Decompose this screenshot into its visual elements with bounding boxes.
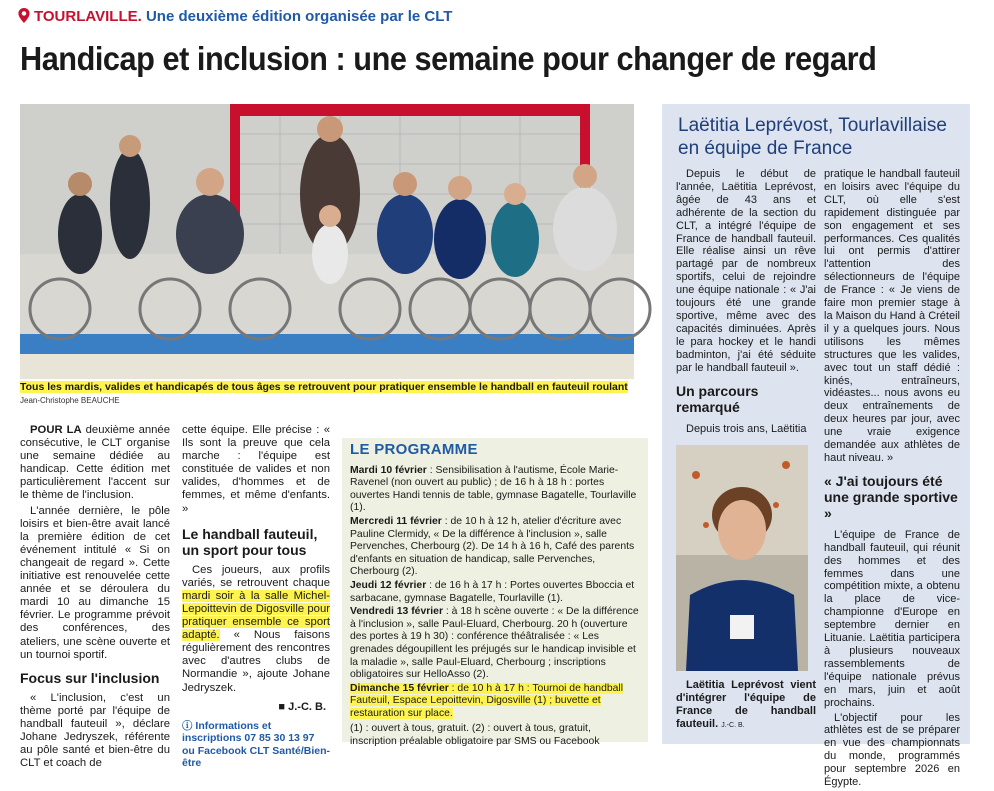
portrait-credit: J.-C. B. — [721, 722, 745, 730]
article-paragraph — [182, 564, 330, 695]
article-lead: POUR LA — [30, 424, 82, 436]
sidebar-subhead: « J'ai toujours été une grande sportive » — [824, 472, 958, 521]
article-subhead: Le handball fauteuil, un sport pour tous — [182, 525, 318, 558]
article-paragraph: « L'inclusion, c'est un thème porté par l'équipe de handball fauteuil », déclare Johane Jedryszek, référente au pôle santé et bien-être du CLT et coach de — [20, 691, 170, 770]
kicker — [18, 8, 452, 25]
photo-caption — [20, 381, 634, 407]
article-paragraph — [20, 424, 170, 503]
programme-text: : de 10 h à 17 h : Tournoi de handball Fauteuil, Espace Lepoittevin, Digosville (1) ; buvette et restauration sur place. — [350, 682, 624, 719]
article-paragraph: L'année dernière, le pôle loisirs et bien-être avait lancé la première édition de cet événement intitulé « Si on changeait de regard ». Cette initiative est renouvelée cette année et se déroulera du mardi 10 au dimanche 15 février. Le programme prévoit des conférences, des ateliers, une scène ouverte et un tournoi sportif. — [20, 504, 170, 661]
article-column-2 — [182, 424, 330, 770]
sidebar-title: Laëtitia Leprévost, Tourlavillaise en équipe de France — [678, 115, 947, 159]
programme-text: : Sensibilisation à l'autisme, École Marie-Ravenel (non ouvert au public) ; de 16 h à 18 h : portes ouvertes Handi tennis de table, gymnase Bagatelle, Tourlaville (1). — [350, 464, 637, 514]
kicker-subtitle: Une deuxième édition organisée par le CLT — [145, 8, 453, 25]
sidebar-box — [662, 104, 970, 789]
programme-item — [350, 465, 640, 515]
sidebar-column-1 — [676, 168, 816, 735]
sidebar-paragraph: L'équipe de France de handball fauteuil, qui réunit des hommes et des femmes dans une compétition mixte, a obtenu la place de vice-championne d'Europe en septembre dernier en Lituanie. Laëtitia participera à plusieurs nouveaux rassemblements de l'équipe nationale prévus en mars, juin et août prochains. — [824, 528, 960, 709]
article-paragraph: cette équipe. Elle précise : « Ils sont la preuve que cela marche : l'équipe est constituée de valides et non valides, d'hommes et de femmes, et même d'enfants. » — [182, 424, 330, 515]
programme-text: : de 10 h à 12 h, atelier d'écriture avec Pauline Clermidy, « De la différence à l'inclusion », salle Pervenches, Cherbourg (2). De 14 h à 16 h, Café des parents d'enfants en situation de handicap, salle Pervenches, Cherbourg (2). — [350, 515, 635, 578]
programme-item — [350, 580, 640, 605]
programme-day: Vendredi 13 février — [350, 606, 443, 618]
sidebar-column-2 — [824, 168, 960, 791]
programme-item — [350, 606, 640, 682]
programme-text: : de 16 h à 17 h : Portes ouvertes Bboccia et sarbacane, gymnase Bagatelle, Tourlaville (1). — [350, 579, 635, 604]
team-photo — [20, 104, 634, 379]
athlete-portrait — [676, 445, 808, 671]
programme-day: Jeudi 12 février — [350, 579, 427, 591]
photo-credit: Jean-Christophe BEAUCHE — [20, 396, 120, 405]
programme-note: (1) : ouvert à tous, gratuit. (2) : ouvert à tous, gratuit, inscription préalable obligatoire par SMS ou Facebook — [350, 723, 600, 748]
location-pin-icon — [18, 8, 30, 23]
programme-text: : à 18 h scène ouverte : « De la différence à l'inclusion », salle Paul-Eluard, Cherbourg. 20 h (ouverture des portes à 19 h 30) : conférence théâtralisée : « Les grenades dégoupillent les préjugés sur le handicap invisible et la maladie », salle Paul-Eluard, Cherbourg ; inscriptions obligatoires sur HelloAsso (2). — [350, 606, 639, 681]
programme-title: LE PROGRAMME — [350, 441, 478, 458]
programme-item — [350, 516, 640, 579]
programme-item-highlighted — [350, 683, 640, 721]
programme-day: Dimanche 15 février — [350, 682, 449, 694]
kicker-city: TOURLAVILLE. — [34, 8, 142, 25]
sidebar-paragraph: Depuis trois ans, Laëtitia — [686, 422, 807, 435]
programme-day: Mardi 10 février — [350, 464, 427, 476]
programme-day: Mercredi 11 février — [350, 515, 442, 527]
article-text: « Nous faisons régulièrement des rencontres avec d'autres clubs de Normandie », ajoute Johane Jedryszek. — [182, 629, 330, 694]
article-highlight: mardi soir à la salle Michel-Lepoittevin de Digosville pour pratiquer ensemble ce sport adapté. — [182, 589, 330, 642]
sidebar-paragraph: Depuis le début de l'année, Laëtitia Leprévost, âgée de 43 ans et adhérente de la section du CLT, a intégré l'équipe de France de handball fauteuil. Elle réalise ainsi un rêve partagé par de nombreux sportifs, celui de rejoindre une équipe nationale : « J'ai toujours été une grande sportive, même avec des capacités diminuées. Après le para hockey et le handi badminton, j'ai été séduite par le handball fauteuil ». — [676, 168, 816, 374]
article-intro: deuxième année consécutive, le CLT organise une semaine dédiée au handicap. Cette édition met particulièrement l'accent sur le thème de l'inclusion. — [20, 424, 170, 502]
sidebar-paragraph: pratique le handball fauteuil en loisirs avec l'équipe du CLT, où elle s'est rapidement distinguée par son engagement et ses performances. Ces qualités lui ont permis d'attirer l'attention des sélectionneurs de l'équipe de France : « Je viens de faire mon premier stage à la Maison du Hand à Créteil il y a quelques jours. Nous utilisons les mêmes structures que les valides, avec tout un staff dédié : kinés, entraîneurs, vidéastes... nous avons eu deux entraînements de deux heures par jour, avec une vraie exigence demandée aux athlètes de haut niveau. » — [824, 168, 960, 464]
sidebar-subhead: Un parcours remarqué — [676, 382, 759, 415]
programme-box — [342, 438, 648, 748]
headline: Handicap et inclusion : une semaine pour changer de regard — [20, 40, 877, 77]
portrait-caption — [676, 679, 816, 733]
info-line: ⓘ Informations et inscriptions 07 85 30 13 97 ou Facebook CLT Santé/Bien-être — [182, 719, 330, 770]
article-column-1 — [20, 424, 170, 772]
photo-caption-text: Tous les mardis, valides et handicapés de tous âges se retrouvent pour pratiquer ensemble le handball en fauteuil roulant — [20, 381, 628, 393]
article-subhead: Focus sur l'inclusion — [20, 669, 160, 686]
article-text: Ces joueurs, aux profils variés, se retrouvent chaque — [182, 563, 330, 589]
signature: ■ J.-C. B. — [278, 700, 326, 713]
portrait-caption-text: Laëtitia Leprévost vient d'intégrer l'équipe de France de handball fauteuil. — [676, 679, 816, 731]
sidebar-paragraph: L'objectif pour les athlètes est de se préparer en vue des championnats du monde, programmés pour septembre 2026 en Égypte. — [824, 711, 960, 789]
